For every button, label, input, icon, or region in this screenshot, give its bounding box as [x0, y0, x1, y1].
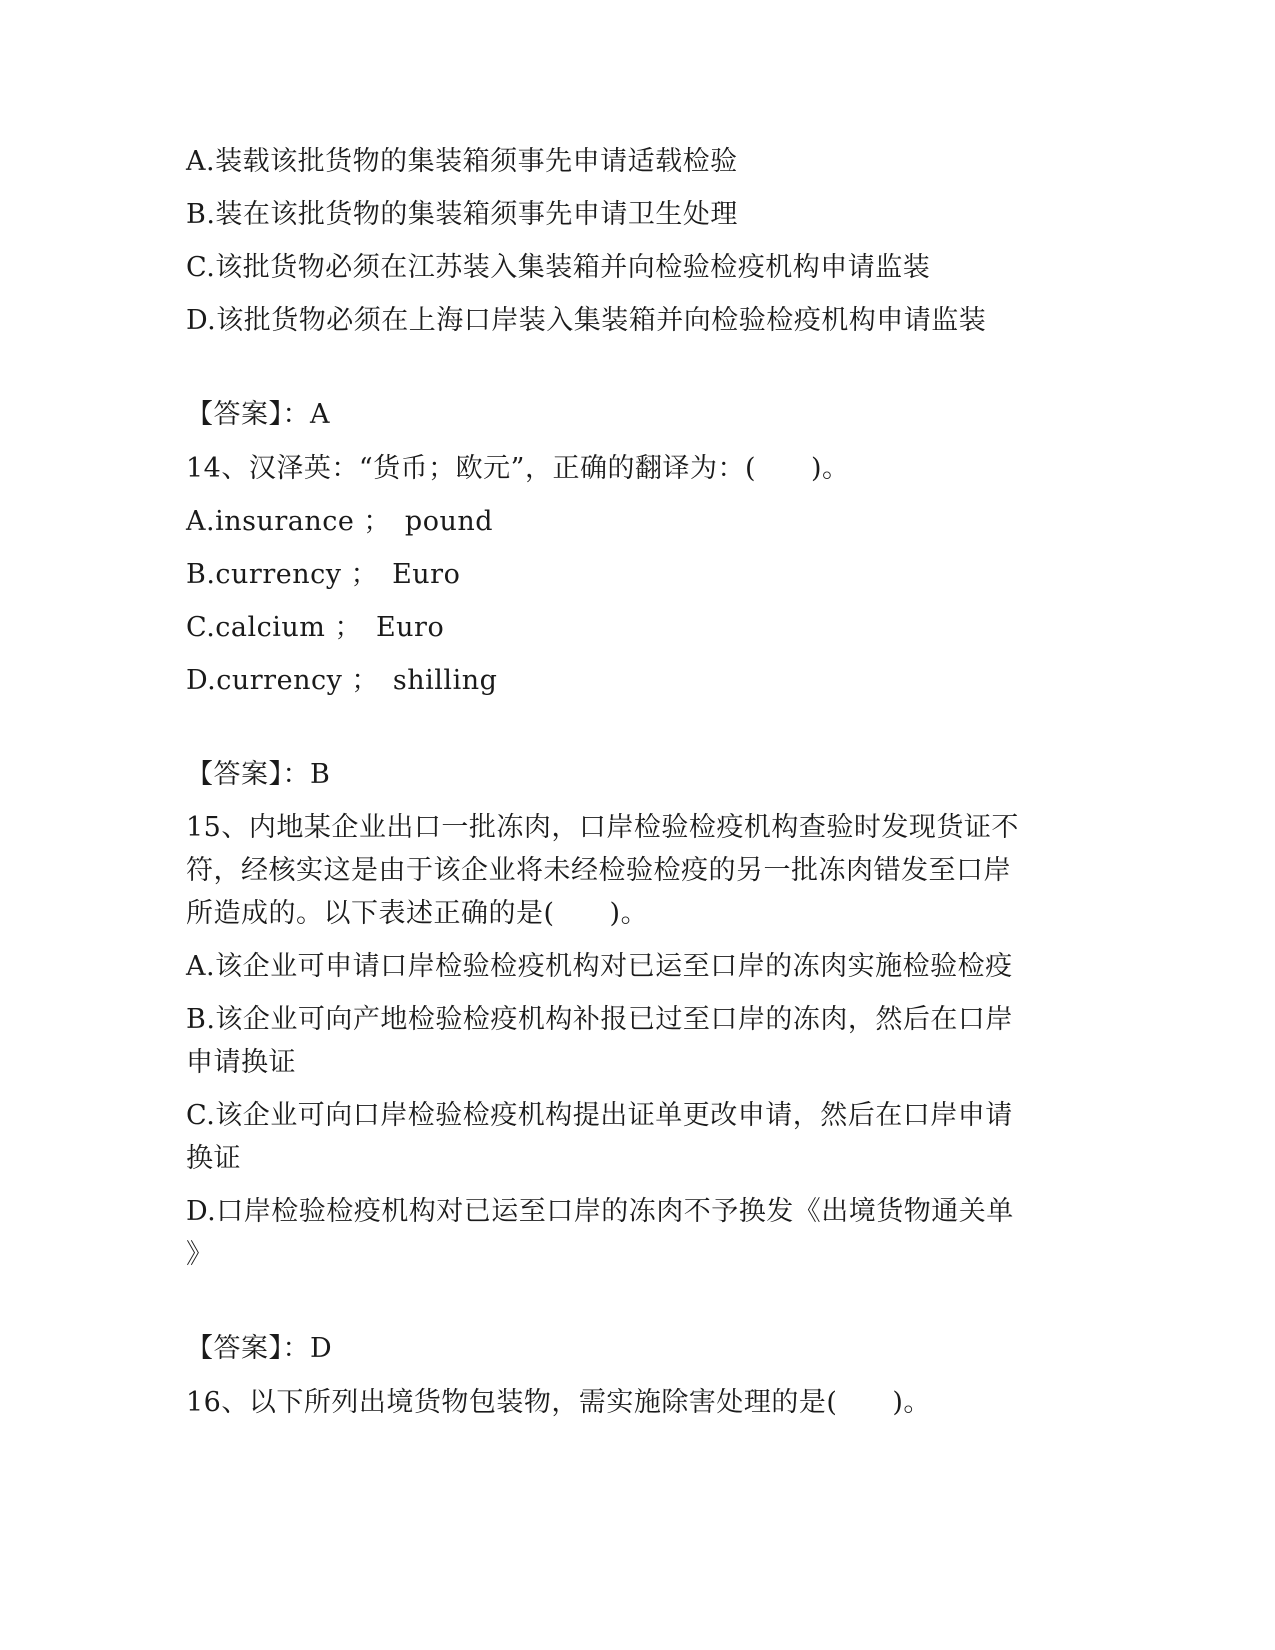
q14-option-c: C.calcium ； Euro — [186, 612, 445, 643]
q15-option-c-line-2: 换证 — [186, 1143, 241, 1174]
q13-option-b: B.装在该批货物的集装箱须事先申请卫生处理 — [186, 199, 738, 230]
q13-option-c: C.该批货物必须在江苏装入集装箱并向检验检疫机构申请监装 — [186, 252, 931, 283]
q13-option-d: D.该批货物必须在上海口岸装入集装箱并向检验检疫机构申请监装 — [186, 305, 987, 336]
q15-option-d-line-1: D.口岸检验检疫机构对已运至口岸的冻肉不予换发《出境货物通关单 — [186, 1196, 1014, 1227]
q14-option-d: D.currency ； shilling — [186, 665, 498, 696]
q14-stem: 14、汉泽英：“货币；欧元”，正确的翻译为：( )。 — [186, 453, 850, 484]
q14-answer: 【答案】：B — [186, 759, 331, 790]
q15-stem-line-2: 符，经核实这是由于该企业将未经检验检疫的另一批冻肉错发至口岸 — [186, 855, 1011, 886]
q14-option-b: B.currency ； Euro — [186, 559, 461, 590]
q14-option-a: A.insurance ； pound — [186, 506, 494, 537]
q15-option-c-line-1: C.该企业可向口岸检验检疫机构提出证单更改申请，然后在口岸申请 — [186, 1100, 1013, 1131]
q15-stem-line-3: 所造成的。以下表述正确的是( )。 — [186, 898, 649, 929]
q16-stem: 16、以下所列出境货物包装物，需实施除害处理的是( )。 — [186, 1387, 931, 1418]
q15-option-b-line-1: B.该企业可向产地检验检疫机构补报已过至口岸的冻肉，然后在口岸 — [186, 1004, 1013, 1035]
q15-option-d-line-2: 》 — [186, 1239, 214, 1270]
q15-option-a: A.该企业可申请口岸检验检疫机构对已运至口岸的冻肉实施检验检疫 — [186, 951, 1013, 982]
q15-answer: 【答案】：D — [186, 1333, 333, 1364]
q15-stem-line-1: 15、内地某企业出口一批冻肉，口岸检验检疫机构查验时发现货证不 — [186, 812, 1019, 843]
q13-answer: 【答案】：A — [186, 399, 330, 430]
q15-option-b-line-2: 申请换证 — [186, 1047, 296, 1078]
q13-option-a: A.装载该批货物的集装箱须事先申请适载检验 — [186, 146, 738, 177]
